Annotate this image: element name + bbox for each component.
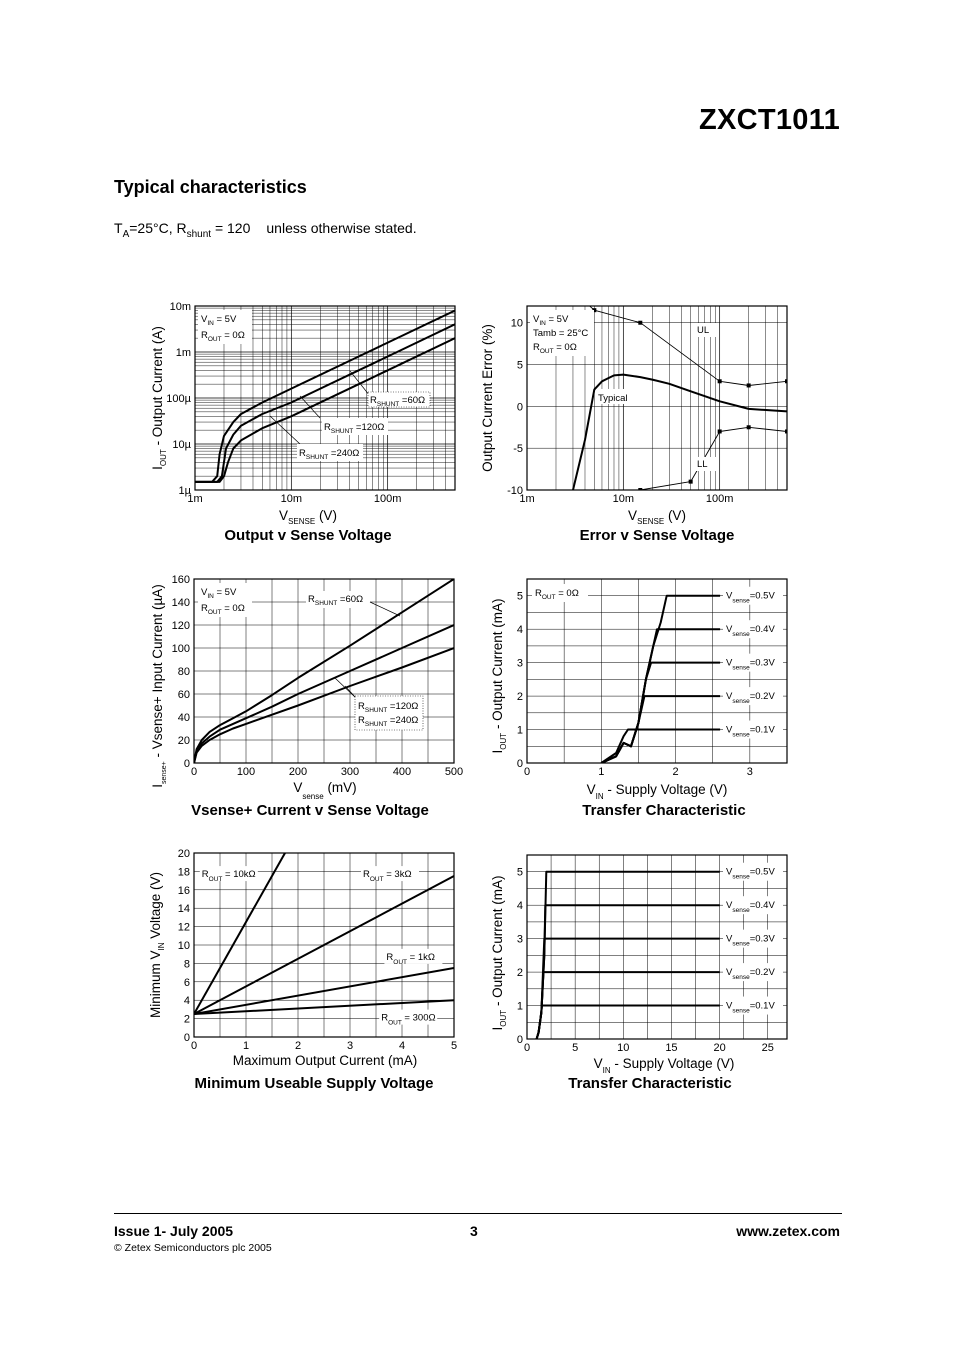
x-axis-label: $V_{SENSE}$ (V): [279, 508, 337, 526]
y-tick-label: 60: [177, 689, 190, 701]
shunt-subscript: shunt: [186, 228, 212, 240]
chart-transfer-zoom: [472, 570, 802, 822]
page-number: 3: [470, 1223, 478, 1239]
x-tick-label: 500: [444, 766, 464, 778]
chart-title: Error v Sense Voltage: [579, 527, 735, 544]
shunt-value: = 120: [211, 220, 251, 236]
x-tick-label: 25: [761, 1042, 774, 1054]
x-tick-label: 0: [523, 766, 531, 778]
y-axis-label: $I_{sense+}$ - Vsense+ Input Current (µA): [150, 584, 168, 788]
x-tick-label: 200: [288, 766, 308, 778]
y-tick-label: 1m: [175, 347, 191, 359]
footer-divider: [114, 1213, 842, 1214]
y-tick-label: 100µ: [166, 393, 191, 405]
svg-text:RSHUNT =120Ω: $R_{SHUNT} =120\Omega$: [324, 422, 385, 435]
svg-text:RSHUNT =120Ω: $R_{SHUNT} =120\Omega$: [358, 701, 419, 714]
x-axis-label: $V_{sense}$ (mV): [293, 780, 357, 801]
x-tick-label: 2: [672, 766, 679, 778]
chart-output-v-sense: [140, 296, 460, 546]
x-tick-label: 0: [190, 766, 198, 778]
x-tick-label: 300: [340, 766, 360, 778]
series-marker: [689, 480, 693, 484]
y-tick-label: 100: [171, 643, 190, 655]
temp-value: =25°C, R: [129, 220, 187, 236]
y-tick-label: 5: [516, 590, 523, 603]
y-tick-label: 140: [171, 597, 190, 609]
y-tick-label: 1: [516, 1000, 523, 1013]
chart-title: Transfer Characteristic: [568, 1075, 732, 1092]
y-tick-label: 80: [177, 666, 190, 678]
chart-title: Transfer Characteristic: [582, 802, 746, 819]
x-tick-label: 2: [294, 1040, 302, 1052]
y-tick-label: 18: [177, 866, 190, 879]
x-tick-label: 0: [523, 1042, 531, 1054]
svg-text:RSHUNT =60Ω: $R_{SHUNT} =60\Omega$: [370, 395, 426, 408]
series-marker: [638, 321, 642, 325]
svg-text:Vsense=0.1V: $V_{sense}=0.1V$: [726, 1000, 775, 1015]
chart-vsense-current: [140, 570, 464, 822]
series-marker: [638, 488, 642, 492]
svg-text:VIN = 5V: $V_{IN} = 5V$: [533, 314, 569, 327]
svg-text:VIN = 5V: $V_{IN} = 5V$: [201, 314, 237, 327]
y-tick-label: 4: [516, 900, 523, 913]
x-tick-label: 1: [242, 1040, 250, 1052]
y-tick-label: 20: [177, 848, 190, 860]
x-tick-label: 3: [746, 766, 753, 778]
svg-text:ROUT = 10kΩ: $R_{OUT} = 10k\Omega$: [201, 869, 256, 884]
svg-text:Vsense=0.3V: $V_{sense}=0.3V$: [726, 657, 775, 672]
svg-text:ROUT = 0Ω: $R_{OUT} = 0\Omega$: [201, 330, 245, 343]
svg-text:Vsense=0.4V: $V_{sense}=0.4V$: [726, 624, 775, 639]
test-conditions: [114, 220, 417, 240]
conditions-tail: unless otherwise stated.: [266, 220, 417, 236]
temp-symbol: T: [114, 220, 123, 236]
series-line-1: [585, 302, 787, 386]
x-axis-label: Maximum Output Current (mA): [232, 1053, 418, 1068]
y-tick-label: 1µ: [178, 485, 191, 497]
chart-title: Output v Sense Voltage: [224, 527, 392, 544]
website-link[interactable]: www.zetex.com: [736, 1223, 840, 1239]
y-axis-label: $I_{OUT}$ - Output Current (mA): [490, 598, 508, 754]
y-tick-label: 3: [516, 933, 523, 946]
y-tick-label: 40: [177, 712, 190, 724]
y-tick-label: -5: [513, 443, 523, 456]
y-tick-label: 5: [516, 359, 523, 372]
series-label-vsense: [723, 896, 783, 914]
y-tick-label: 0: [516, 758, 523, 770]
chart-title: Minimum Useable Supply Voltage: [194, 1075, 434, 1092]
svg-text:Tamb = 25°C: Tamb = 25°C: [533, 328, 589, 339]
series-label-vsense: [723, 930, 783, 948]
y-tick-label: 0: [516, 1034, 523, 1046]
note-box: [198, 583, 252, 617]
y-tick-label: 4: [516, 624, 523, 637]
x-tick-label: 15: [665, 1042, 678, 1054]
y-tick-label: 2: [516, 967, 523, 980]
x-tick-label: 400: [392, 766, 412, 778]
series-label-rout: [200, 866, 258, 883]
y-tick-label: 10µ: [172, 439, 191, 451]
series-label-vsense: [723, 997, 783, 1015]
note-box: [532, 584, 588, 602]
series-label-vsense: [723, 687, 783, 705]
svg-text:RSHUNT =60Ω: $R_{SHUNT} =60\Omega$: [308, 594, 364, 607]
y-tick-label: 2: [183, 1013, 190, 1026]
y-tick-label: 0: [183, 758, 190, 770]
series-label-ul: UL: [697, 325, 710, 336]
series-label-vsense: [723, 863, 783, 881]
svg-text:ROUT = 3kΩ: $R_{OUT} = 3k\Omega$: [363, 869, 412, 884]
series-label-vsense: [723, 963, 783, 981]
series-marker: [718, 429, 722, 433]
y-tick-label: 20: [177, 735, 190, 747]
svg-text:Vsense=0.3V: $V_{sense}=0.3V$: [726, 933, 775, 948]
y-tick-label: 12: [177, 921, 190, 934]
series-label-vsense: [723, 654, 783, 672]
svg-text:Vsense=0.4V: $V_{sense}=0.4V$: [726, 900, 775, 915]
note-box: [530, 310, 594, 356]
series-label-rout: [361, 866, 419, 883]
x-axis-label: $V_{SENSE}$ (V): [628, 508, 686, 526]
svg-text:ROUT = 0Ω: $R_{OUT} = 0\Omega$: [533, 342, 577, 355]
x-tick-label: 10: [617, 1042, 630, 1054]
y-tick-label: 1: [516, 724, 523, 737]
x-tick-label: 1m: [519, 493, 535, 505]
svg-text:ROUT = 300Ω: $R_{OUT} = 300\Omega$: [381, 1012, 436, 1027]
series-label-vsense: [723, 587, 783, 605]
y-tick-label: 4: [183, 995, 190, 1008]
y-tick-label: 14: [177, 903, 190, 916]
note-box: [198, 310, 252, 344]
y-axis-label: $I_{OUT}$ - Output Current (mA): [490, 875, 508, 1031]
y-axis-label: Output Current Error (%): [480, 324, 495, 472]
y-tick-label: 2: [516, 691, 523, 704]
y-tick-label: 0: [183, 1032, 190, 1044]
svg-text:ROUT = 1kΩ: $R_{OUT} = 1k\Omega$: [386, 951, 435, 966]
y-tick-label: 6: [183, 976, 190, 989]
svg-text:Vsense=0.2V: $V_{sense}=0.2V$: [726, 967, 775, 982]
y-tick-label: -10: [507, 485, 523, 497]
svg-text:Vsense=0.2V: $V_{sense}=0.2V$: [726, 691, 775, 706]
y-tick-label: 10: [510, 317, 523, 330]
svg-text:VIN = 5V: $V_{IN} = 5V$: [201, 587, 237, 600]
x-tick-label: 10m: [612, 493, 635, 505]
series-label-rout: [379, 1010, 437, 1027]
x-tick-label: 1: [598, 766, 605, 778]
y-tick-label: 160: [171, 574, 190, 586]
series-marker: [785, 429, 789, 433]
y-tick-label: 8: [183, 958, 190, 971]
x-tick-label: 4: [398, 1040, 406, 1052]
chart-min-supply: [140, 843, 460, 1095]
temp-subscript: A: [122, 228, 130, 240]
svg-text:ROUT = 0Ω: $R_{OUT} = 0\Omega$: [201, 603, 245, 616]
x-tick-label: 100m: [373, 493, 402, 505]
y-axis-label: Minimum $V_{IN}$ Voltage (V): [148, 871, 166, 1019]
svg-text:Vsense=0.5V: $V_{sense}=0.5V$: [726, 866, 775, 881]
copyright: © Zetex Semiconductors plc 2005: [114, 1242, 272, 1254]
series-label-vsense: [723, 721, 783, 739]
x-tick-label: 100m: [705, 493, 734, 505]
series-marker: [785, 379, 789, 383]
x-axis-label: $V_{IN}$ - Supply Voltage (V): [593, 1056, 735, 1075]
y-tick-label: 10: [177, 940, 190, 952]
x-tick-label: 5: [450, 1040, 458, 1052]
x-tick-label: 100: [236, 766, 256, 778]
series-marker: [718, 379, 722, 383]
chart-transfer-full: [472, 843, 802, 1095]
issue-date: Issue 1- July 2005: [114, 1223, 234, 1239]
part-number: ZXCT1011: [698, 104, 840, 136]
y-tick-label: 3: [516, 657, 523, 670]
svg-text:RSHUNT =240Ω: $R_{SHUNT} =240\Omega$: [358, 715, 419, 728]
svg-text:ROUT = 0Ω: $R_{OUT} = 0\Omega$: [535, 588, 579, 601]
x-tick-label: 0: [190, 1040, 198, 1052]
x-tick-label: 3: [346, 1040, 354, 1052]
series-marker: [747, 383, 751, 387]
series-label-ll: LL: [697, 459, 708, 470]
x-tick-label: 5: [572, 1042, 579, 1054]
x-tick-label: 20: [713, 1042, 726, 1054]
chart-error-v-sense: [472, 296, 802, 546]
svg-text:RSHUNT =240Ω: $R_{SHUNT} =240\Omega$: [299, 448, 360, 461]
x-axis-label: $V_{IN}$ - Supply Voltage (V): [586, 782, 728, 801]
series-label-60: [306, 591, 400, 616]
chart-title: Vsense+ Current v Sense Voltage: [191, 802, 429, 819]
svg-text:Vsense=0.1V: $V_{sense}=0.1V$: [726, 724, 775, 739]
y-axis-label: $I_{OUT}$ - Output Current (A): [150, 326, 168, 470]
y-tick-label: 5: [516, 866, 523, 879]
y-tick-label: 16: [177, 884, 190, 897]
y-tick-label: 0: [516, 401, 523, 414]
section-title: Typical characteristics: [114, 177, 307, 197]
y-tick-label: 120: [171, 620, 190, 632]
y-tick-label: 10m: [169, 301, 191, 313]
series-label-typical: Typical: [598, 393, 628, 404]
x-tick-label: 1m: [187, 493, 203, 505]
series-marker: [583, 300, 587, 304]
series-marker: [747, 425, 751, 429]
svg-text:Vsense=0.5V: $V_{sense}=0.5V$: [726, 590, 775, 605]
x-tick-label: 10m: [280, 493, 303, 505]
series-label-rout: [384, 949, 442, 966]
series-label-vsense: [723, 620, 783, 638]
